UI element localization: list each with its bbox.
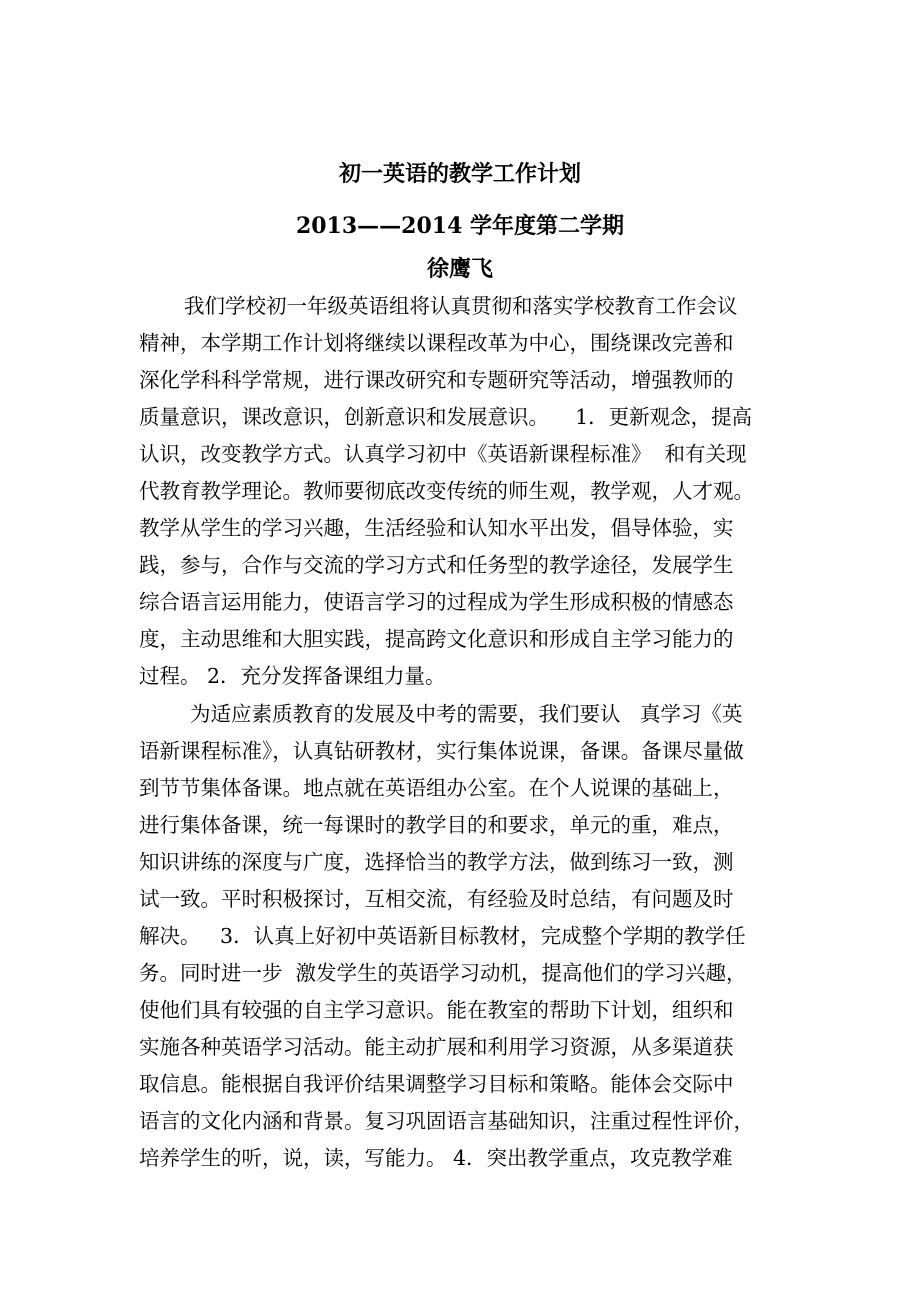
body-line: 认识，改变教学方式。认真学习初中《英语新课程标准》 和有关现 [139, 442, 747, 466]
body-line: 知识讲练的深度与广度，选择恰当的教学方法，做到练习一致，测 [139, 850, 734, 874]
body-line: 实施各种英语学习活动。能主动扩展和利用学习资源，从多渠道获 [139, 1035, 734, 1059]
body-line: 质量意识，课改意识，创新意识和发展意识。 1．更新观念，提高 [139, 405, 753, 429]
body-line: 我们学校初一年级英语组将认真贯彻和落实学校教育工作会议 [184, 294, 738, 318]
body-line: 语言的文化内涵和背景。复习巩固语言基础知识，注重过程性评价， [139, 1109, 754, 1133]
body-line: 代教育教学理论。教师要彻底改变传统的师生观，教学观，人才观。 [139, 479, 754, 503]
body-line: 使他们具有较强的自主学习意识。能在教室的帮助下计划，组织和 [139, 998, 734, 1022]
body-line: 取信息。能根据自我评价结果调整学习目标和策略。能体会交际中 [139, 1072, 734, 1096]
page-title: 初一英语的教学工作计划 [338, 161, 581, 187]
body-line: 精神，本学期工作计划将继续以课程改革为中心，围绕课改完善和 [139, 331, 734, 355]
body-line: 务。同时进一步 激发学生的英语学习动机，提高他们的学习兴趣， [139, 961, 747, 985]
body-line: 到节节集体备课。地点就在英语组办公室。在个人说课的基础上， [139, 776, 734, 800]
page-subtitle: 2013——2014 学年度第二学期 [295, 213, 625, 239]
body-line: 语新课程标准》，认真钻研教材，实行集体说课，备课。备课尽量做 [139, 739, 744, 763]
body-line: 践，参与，合作与交流的学习方式和任务型的教学途径，发展学生 [139, 553, 734, 577]
body-line: 解决。 3．认真上好初中英语新目标教材，完成整个学期的教学任 [139, 924, 746, 948]
author-name: 徐鹰飞 [426, 256, 493, 282]
body-line: 教学从学生的学习兴趣，生活经验和认知水平出发，倡导体验，实 [139, 516, 734, 540]
body-line: 深化学科科学常规，进行课改研究和专题研究等活动，增强教师的 [139, 368, 734, 392]
body-line: 培养学生的听，说，读，写能力。 4．突出教学重点，攻克教学难 [139, 1146, 733, 1170]
body-line: 度，主动思维和大胆实践，提高跨文化意识和形成自主学习能力的 [139, 627, 734, 651]
body-line: 过程。 2．充分发挥备课组力量。 [139, 664, 446, 688]
body-line: 综合语言运用能力，使语言学习的过程成为学生形成积极的情感态 [139, 590, 734, 614]
body-line: 试一致。平时积极探讨，互相交流，有经验及时总结，有问题及时 [139, 887, 734, 911]
body-line: 进行集体备课，统一每课时的教学目的和要求，单元的重，难点， [139, 813, 734, 837]
body-line: 为适应素质教育的发展及中考的需要，我们要认 真学习《英 [190, 702, 743, 726]
